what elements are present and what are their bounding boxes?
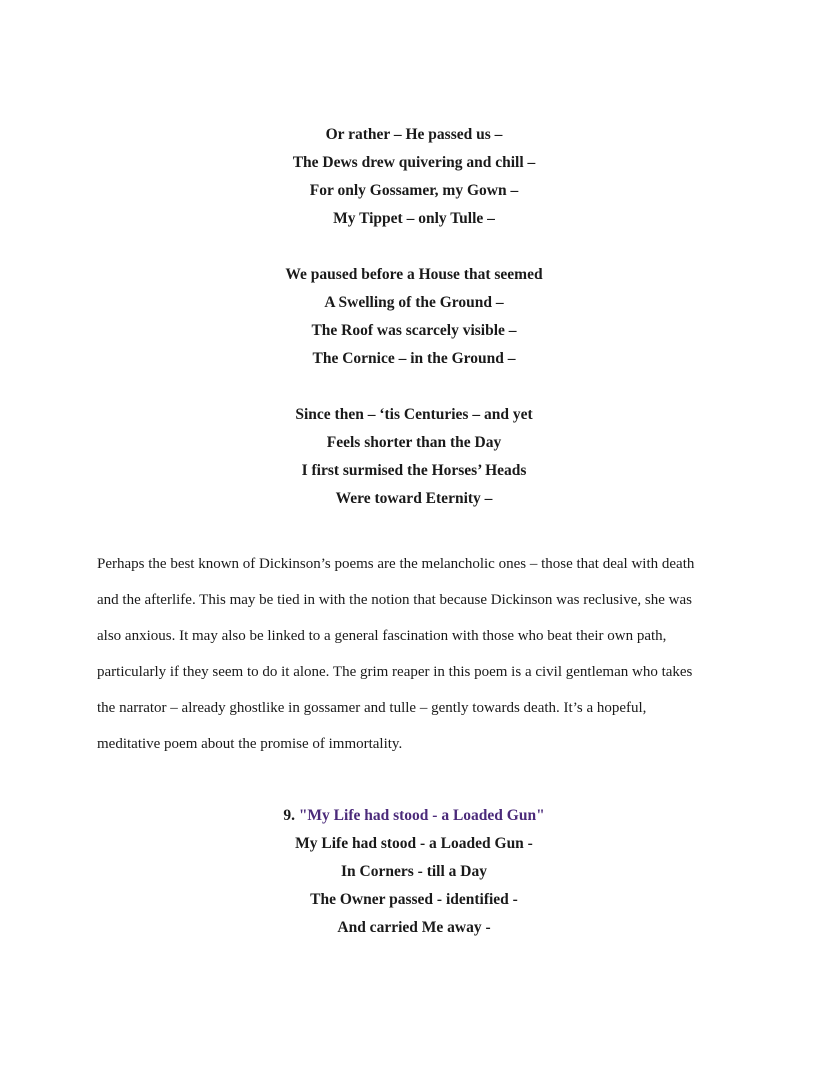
poem-line: The Roof was scarcely visible – <box>311 322 517 339</box>
poem-line: My Life had stood - a Loaded Gun - <box>295 835 533 852</box>
poem-line: Were toward Eternity – <box>335 490 493 507</box>
poem-stanza-next <box>0 830 828 942</box>
poem-line: Or rather – He passed us – <box>325 126 503 143</box>
poem-line: In Corners - till a Day <box>341 863 487 880</box>
poem-line: For only Gossamer, my Gown – <box>309 182 519 199</box>
paragraph-line: also anxious. It may also be linked to a general fascination with those who beat their own path, <box>97 628 667 644</box>
paragraph-line: and the afterlife. This may be tied in with the notion that because Dickinson was reclusive, she was <box>97 592 692 608</box>
poem-line: The Dews drew quivering and chill – <box>292 154 536 171</box>
poem-line: And carried Me away - <box>337 919 491 936</box>
poem-line: I first surmised the Horses’ Heads <box>301 462 527 479</box>
poem-number: 9. <box>283 807 295 824</box>
paragraph-line: particularly if they seem to do it alone. The grim reaper in this poem is a civil gentleman who takes <box>97 664 693 680</box>
poem-stanza-3 <box>0 401 828 513</box>
poem-heading <box>0 802 828 830</box>
poem-line: A Swelling of the Ground – <box>324 294 504 311</box>
poem-line: Since then – ‘tis Centuries – and yet <box>295 406 533 423</box>
poem-title: "My Life had stood - a Loaded Gun" <box>298 807 545 824</box>
paragraph-line: the narrator – already ghostlike in gossamer and tulle – gently towards death. It’s a hopeful, <box>97 700 647 716</box>
poem-line: The Owner passed - identified - <box>310 891 518 908</box>
paragraph-line: Perhaps the best known of Dickinson’s poems are the melancholic ones – those that deal with death <box>97 556 695 572</box>
poem-line: We paused before a House that seemed <box>285 266 543 283</box>
poem-stanza-2 <box>0 261 828 373</box>
poem-line: Feels shorter than the Day <box>326 434 502 451</box>
poem-stanza-1 <box>0 121 828 233</box>
commentary-paragraph <box>97 546 737 762</box>
poem-line: The Cornice – in the Ground – <box>312 350 516 367</box>
poem-line: My Tippet – only Tulle – <box>333 210 495 227</box>
paragraph-line: meditative poem about the promise of immortality. <box>97 736 403 752</box>
